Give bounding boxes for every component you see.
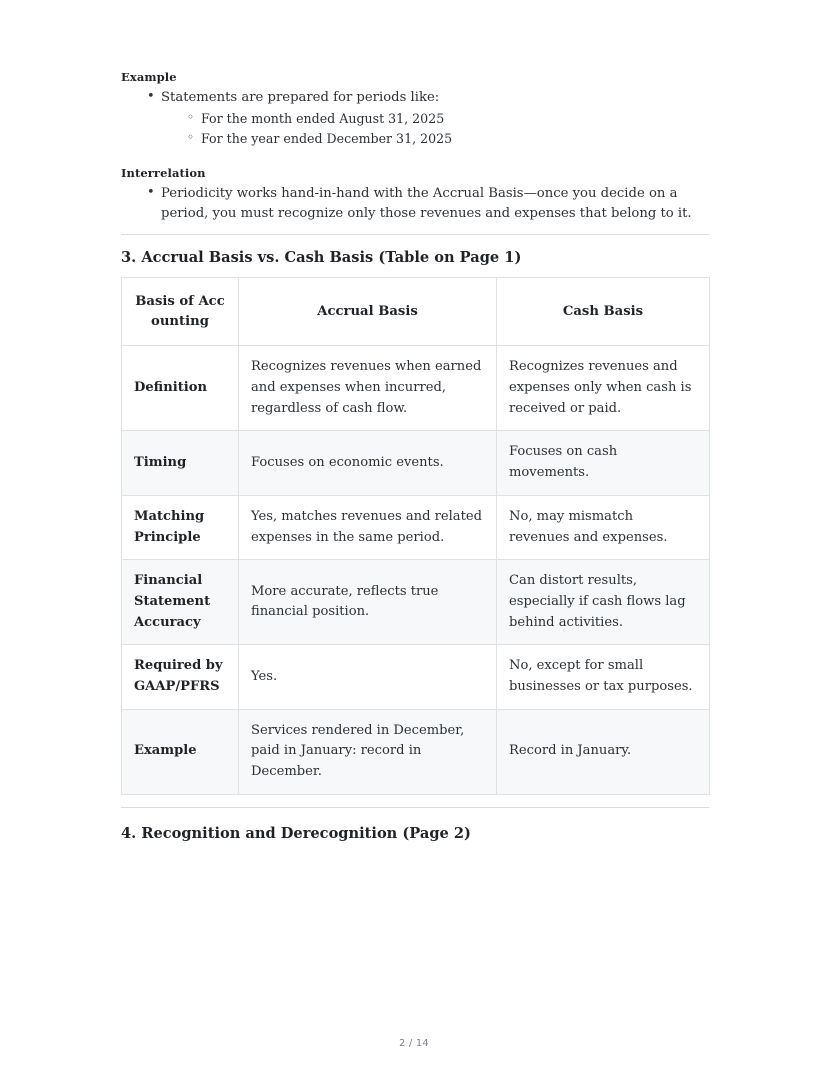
list-item: ◦ For the year ended December 31, 2025 — [187, 129, 709, 149]
cell-cash: Focuses on cash movements. — [497, 431, 710, 495]
cell-accrual: Services rendered in December, paid in January: record in December. — [239, 709, 497, 794]
cell-accrual: Recognizes revenues when earned and expenses when incurred, regardless of cash flow. — [239, 346, 497, 431]
spacer — [121, 225, 709, 234]
cell-cash: No, may mismatch revenues and expenses. — [497, 495, 710, 559]
spacer — [121, 268, 709, 277]
spacer — [121, 235, 709, 248]
row-label: Matching Principle — [122, 495, 239, 559]
row-label: Required by GAAP/PFRS — [122, 645, 239, 709]
table-body — [122, 346, 710, 794]
cell-cash: Record in January. — [497, 709, 710, 794]
row-label: Financial Statement Accuracy — [122, 560, 239, 645]
table-row — [122, 645, 710, 709]
table-row — [122, 346, 710, 431]
column-header-accrual: Accrual Basis — [239, 277, 497, 346]
table-head — [122, 277, 710, 346]
table-row — [122, 495, 710, 559]
page-title-section4: 4. Recognition and Derecognition (Page 2) — [121, 824, 471, 842]
column-header-cash: Cash Basis — [497, 277, 710, 346]
table-header-row — [122, 277, 710, 346]
example-sublist — [161, 109, 709, 148]
list-item — [147, 88, 709, 148]
list-item-text: Statements are prepared for periods like: — [161, 89, 440, 105]
row-label: Definition — [122, 346, 239, 431]
spacer — [121, 808, 709, 824]
cell-cash: No, except for small businesses or tax purposes. — [497, 645, 710, 709]
cell-cash: Recognizes revenues and expenses only when cash is received or paid. — [497, 346, 710, 431]
spacer — [121, 149, 709, 166]
column-header-basis: Basis of Accounting — [122, 277, 239, 346]
cell-accrual: Yes, matches revenues and related expenses in the same period. — [239, 495, 497, 559]
cell-accrual: Yes. — [239, 645, 497, 709]
example-heading: Example — [121, 70, 177, 84]
row-label: Timing — [122, 431, 239, 495]
cell-cash: Can distort results, especially if cash flows lag behind activities. — [497, 560, 710, 645]
page-footer: 2 / 14 — [399, 1038, 429, 1049]
interrelation-heading: Interrelation — [121, 166, 206, 181]
page-title-section3: 3. Accrual Basis vs. Cash Basis (Table on Page 1) — [121, 249, 522, 267]
cell-accrual: More accurate, reflects true financial position. — [239, 560, 497, 645]
page-content — [121, 70, 709, 843]
example-block — [121, 70, 709, 148]
interrelation-list — [121, 184, 709, 224]
table-row — [122, 560, 710, 645]
cell-accrual: Focuses on economic events. — [239, 431, 497, 495]
spacer — [121, 795, 709, 807]
table-row — [122, 431, 710, 495]
example-list — [121, 88, 709, 148]
accrual-vs-cash-table — [121, 277, 710, 795]
list-item: • Periodicity works hand-in-hand with the Accrual Basis—once you decide on a period, you must recognize only those revenues and expenses that belong to it. — [147, 184, 709, 224]
interrelation-block — [121, 166, 709, 224]
row-label: Example — [122, 709, 239, 794]
table-row — [122, 709, 710, 794]
list-item: ◦ For the month ended August 31, 2025 — [187, 109, 709, 129]
